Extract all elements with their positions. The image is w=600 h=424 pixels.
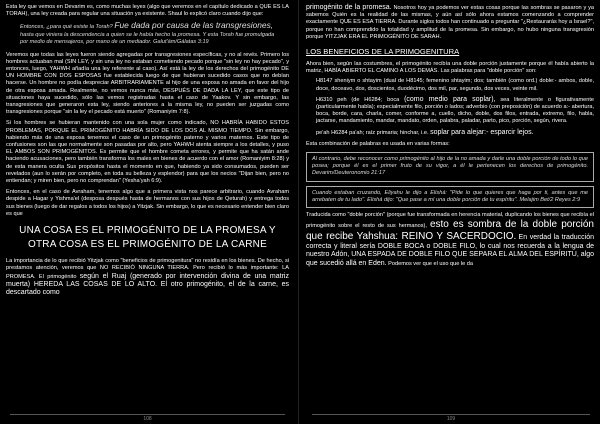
- section-title-primogenitura: LOS BENEFICIOS DE LA PRIMOGENITURA: [306, 47, 460, 57]
- def-h6310-rest: sea literalmente o figurativamente (particularmente habla); especialmente filo, porción o lados; adverbio (con preposición) de acuerdo a:- abertura, boca, borde, cara, charla, comer, conforme a, cuello, dicho, doble, dos filos, entrada, extremo, filo, habla, jactarse, mandamiento, mandar, mandato, orden, palabra, paladar, parto, pico, porción, según, rivera.: [316, 96, 595, 125]
- page-number-left: 108: [143, 416, 152, 422]
- scripture-quote: [20, 22, 283, 46]
- paragraph-1: Esta ley que vemos en Devarim es, como muchas leyes (algo que veremos en el capítulo dedicado a QUE ES LA TORAH), una ley creada para regular una situación ya existente. Shaul lo explicó claro cuando dijo que:: [6, 4, 289, 18]
- page-gutter: [298, 0, 299, 424]
- quote-rest: hasta que viniera la descendencia a quien se le había hecho la promesa. Y esta Torah fue promulgada por medio de mensajeros, por mano de un mediador. Galut'ám/Gálatas 3:19: [20, 31, 275, 46]
- right-p4-end: Podemos ver que el uso que le da: [388, 260, 474, 267]
- page-footer-left: [0, 414, 295, 422]
- definition-h6284: [316, 129, 594, 137]
- def-h6310-emphasis: (como medio para soplar),: [404, 95, 496, 103]
- left-page: [0, 0, 295, 424]
- definition-h6310: [316, 96, 594, 126]
- definition-h8147: H8147 sheniym o shtayim (dual de H8145; femenino shtayim; dos; también (como ord.) doble:- ambos, doble, doce, doceavo, dos, doscientos, duodécimo, dos mil, par, segundo, dos veces, veinte mil.: [316, 78, 594, 92]
- right-p4-emphasis: esto es sombra de la doble porción que recibe Yahshua: REINO Y SACERDOCIO.: [306, 219, 594, 243]
- footer-rule: [10, 414, 285, 415]
- right-p4-middle: En verdad la traducción correcta y literal sería DOBLE BOCA o DOBLE FILO, lo cual nos recuerda a la lengua de nuestro Adón, UNA ESPADA DE DOBLE FILO QUE SEPARA EL ALMA DEL ESPÍRITU, algo que sucedió allá en Eden.: [306, 234, 595, 267]
- page-number-right: 109: [446, 416, 456, 422]
- quote-box-2: [306, 186, 594, 208]
- right-paragraph-2: Ahora bien, según las costumbres, el primogénito recibía una doble porción justamente porque él había abierto la matriz, HABÍA ABIERTO EL CAMINO A LOS DEMÁS. Las palabras para "doble porción" son:: [306, 61, 594, 75]
- paragraph-5: [6, 258, 289, 297]
- promise-phrase: primogénito de la promesa.: [306, 4, 392, 11]
- right-paragraph-1-rest: Nosotros hoy ya podemos ver estas cosas porque las sombras se pasaron y ya sabemos Quién es la realidad de las mismas, y aún así sólo ahora estamos comenzando a comprender exactamente QUE ES ESA TIERRA. Durante siglos todos han continuado a preguntar "¿Restaurarás hoy a Israel?", porque no han comprendido la totalidad y amplitud de la promesa. Sin embargo, no hubo ninguna transgresión porque YITZJAK ERA EL PRIMOGÉNITO DE SARAH.: [306, 5, 595, 40]
- footer-rule: [312, 414, 590, 415]
- paragraph-5-start: La importancia de lo que recibió Yitzjak como "beneficios de primogenitura" no residía en los bienes. De hecho, si prestamos atención, veremos que NO RECIBIÓ NINGUNA TIERRA. Pero recibió lo más importante: LA PROMESA. El primogénito: [6, 258, 289, 280]
- quote-box-2-text: Cuando estaban cruzando, Eliyahu le dijo a Elishá: "Pide lo que quieres que haga por ti, antes que me arrebaten de tu lado". Elishá dijo: "Que pase a mí una doble porción de tu espíritu". Melajim Bet/2 Reyes 2:9: [312, 189, 588, 203]
- quote-box-1: [306, 152, 594, 182]
- def-h6284-start: pe'ah H6284 pa'ah; raíz primaria; hinchar, i.e.: [316, 129, 429, 136]
- right-paragraph-3: Esta combinación de palabras es usada en varias formas:: [306, 140, 450, 147]
- right-paragraph-1: [306, 4, 594, 41]
- quote-emphasis: Fue dada por causa de las transgresiones,: [114, 20, 274, 31]
- quote-intro: Entonces, ¿para qué existe la Torah?: [20, 24, 113, 31]
- quote-box-1-text: Al contrario, debe reconocer como primogénito al hijo de la no amada y darle una doble porción de todo lo que posea; porque él es el primer fruto de su vigor, a él le pertenecen los derechos de primogénito. Devarim/Deuteronomio 21:17: [312, 156, 588, 177]
- def-h6310-start: H6310 peh (de H6284; boca: [316, 96, 400, 103]
- paragraph-5-emphasis: según el Ruaj (generado por intervención divina de una matriz muerta) HEREDA LAS COSAS DE LO ALTO. El otro primogénito, el de la carne, es descartado como: [6, 272, 289, 296]
- right-page: [302, 0, 600, 424]
- right-paragraph-4: [306, 212, 594, 268]
- right-p4-start: Traducida como "doble porción" (porque fue transformada en herencia material, duplicando los bienes que recibía el primogénito sobre el resto de sus hermanos),: [306, 212, 594, 230]
- paragraph-4: Entonces, en el caso de Avraham, tenemos algo que a primera vista nos parece arbitrario, cuando Avraham despide a Hagar y Yishma'el (desposa después hasta de hermanos con sus hijos de Qeturah) y entrega todos sus bienes (luego de dar regalos a todos los hijos) a Yitzjak. Sin embargo, lo que es necesario entender bien claro es que: [6, 189, 289, 217]
- page-footer-right: [302, 414, 600, 422]
- section-heading: UNA COSA ES EL PRIMOGÉNITO DE LA PROMESA Y OTRA COSA ES EL PRIMOGÉNITO DE LA CARNE: [19, 225, 276, 251]
- paragraph-2: Veremos que todas las leyes fueron siendo agregadas por transgresiones específicas, y no al revés. Primero los hombres actuaban mal (SIN LEY, y sin una ley no estaban cometiendo pecado porque "sin ley no hay pecado", y entonces, luego, YAHWH añadía una ley referente al caso). Así está la ley de los derechos del primogénito DE UN HOMBRE CON DOS ESPOSAS fue establecida luego de que hubieran sucedido casos que no debían hacerse. Un hombre no podía despreciar ARBITRARIAMENTE al hijo de una esposa no amada en favor del hijo de otra esposa amada. Realmente, no vemos nunca más, DESPUÉS DE DADA LA LEY, que este tipo de situaciones haya sucedido, sólo las vemos registradas hasta el caso de Yaakov. Y sin embargo, las transgresiones que generaron esta ley, siendo anteriores a la misma ley, no pueden ser juzgadas como transgresiones porque "sin la ley el pecado está muerto" (Romaniyim 7:8).: [6, 51, 289, 116]
- paragraph-3: Si los hombres se hubieran mantenido con una sola mujer como indicado, NO HABRÍA HABIDO ESTOS PROBLEMAS, PORQUE EL PRIMOGÉNITO HABRÍA SIDO DE LOS DOS AL MISMO TIEMPO. Sin embargo, habiendo más de una esposa tenemos el caso de un primogénito paterno y varios maternos. Este tipo de confusiones son las que normalmente son pasadas por alto, pero YAHWH atenta siempre a los detalles, y puso EL AMBOS SON PRIMOGÉNITOS. Es permite que el hombre cometa errores, y permite que ha satán ande haciendo acusaciones, pero también transforma los males en bienes de acuerdo con el amor (Romaniyim 8:28) y de esta manera oculta Sus propósitos hasta el momento en que, habiendo ya sido consumados, pueden ser revelados (aun lo serán por completo, en toda su belleza y esplendor) para que los necios "Dijan bien, pero no entiendan; y miren bien, pero no comprendan" (Yesha'yah 6:9).: [6, 120, 289, 185]
- def-h6284-emphasis: soplar para alejar:- esparcir lejos.: [430, 128, 534, 136]
